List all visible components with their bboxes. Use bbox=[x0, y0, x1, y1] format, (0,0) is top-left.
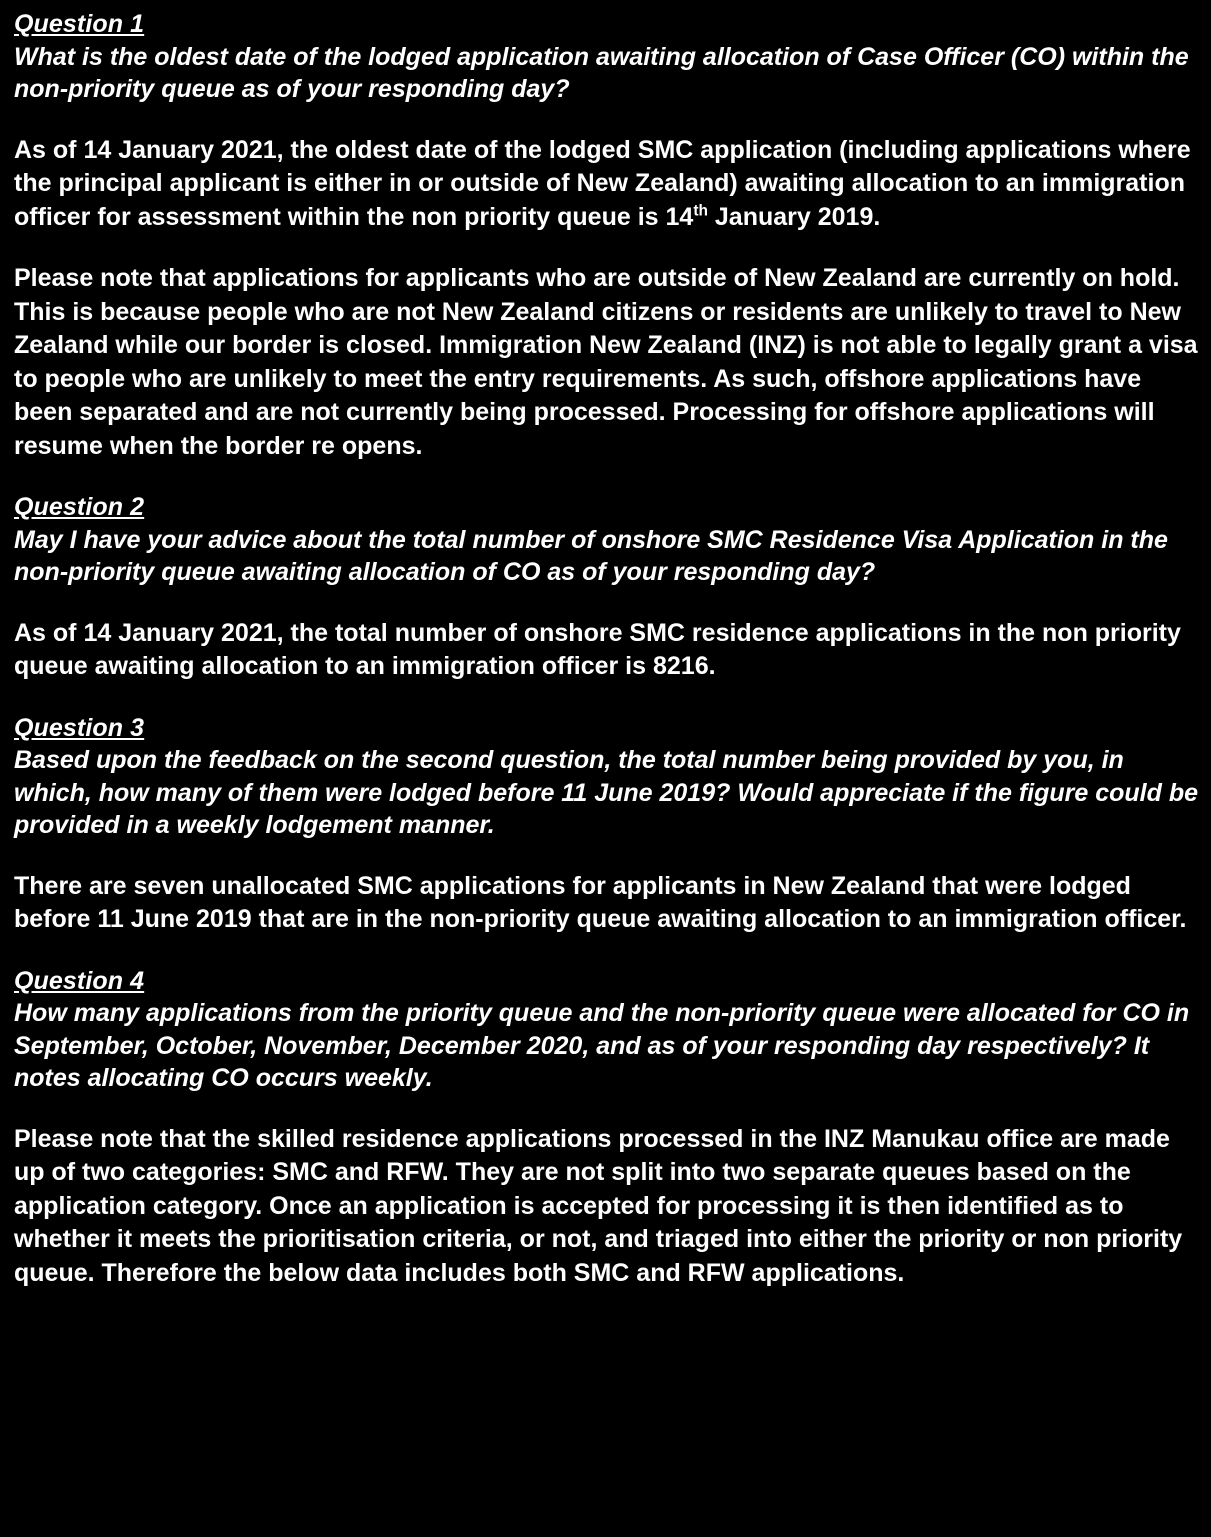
question-4-heading: Question 4 bbox=[14, 966, 145, 995]
spacer bbox=[14, 463, 1201, 491]
question-1-answer-1 bbox=[14, 134, 1201, 235]
spacer bbox=[14, 684, 1201, 712]
ordinal-suffix: th bbox=[693, 202, 708, 220]
spacer bbox=[14, 589, 1201, 617]
question-2-heading: Question 2 bbox=[14, 493, 145, 521]
question-3-text: Based upon the feedback on the second question, the total number being provided by you, in which, how many of them were lodged before 11 June 2019? Would appreciate if the figure could be provided in a weekly lodgement manner. bbox=[14, 746, 1199, 839]
spacer bbox=[14, 1095, 1201, 1123]
question-3-answer-1: There are seven unallocated SMC applications for applicants in New Zealand that were lodged before 11 June 2019 that are in the non-priority queue awaiting allocation to an immigration officer. bbox=[14, 871, 1187, 933]
answer-tail: January 2019. bbox=[707, 202, 881, 231]
question-3-heading: Question 3 bbox=[14, 713, 145, 742]
section-question-4 bbox=[14, 965, 1201, 1291]
answer-text: As of 14 January 2021, the oldest date of the lodged SMC application (including applications where the principal applicant is either in or outside of New Zealand) awaiting allocation to an immigration officer for assessment within the non priority queue is 14 bbox=[14, 135, 1191, 231]
question-1-answer-2: Please note that applications for applicants who are outside of New Zealand are currently on hold. This is because people who are not New Zealand citizens or residents are unlikely to travel to New Zealand while our border is closed. Immigration New Zealand (INZ) is not able to legally grant a visa to people who are unlikely to meet the entry requirements. As such, offshore applications have been separated and are not currently being processed. Processing for offshore applications will resume when the border re opens. bbox=[14, 264, 1198, 460]
section-question-3 bbox=[14, 712, 1201, 937]
question-1-heading: Question 1 bbox=[14, 10, 145, 38]
question-2-text: May I have your advice about the total number of onshore SMC Residence Visa Application in the non-priority queue awaiting allocation of CO as of your responding day? bbox=[14, 525, 1168, 586]
section-question-2 bbox=[14, 491, 1201, 684]
question-1-text: What is the oldest date of the lodged application awaiting allocation of Case Officer (CO) within the non-priority queue as of your responding day? bbox=[14, 42, 1189, 103]
section-question-1 bbox=[14, 8, 1201, 463]
spacer bbox=[14, 234, 1201, 262]
question-4-text: How many applications from the priority queue and the non-priority queue were allocated for CO in September, October, November, December 2020, and as of your responding day respectively? It notes allocating CO occurs weekly. bbox=[14, 999, 1190, 1092]
spacer bbox=[14, 106, 1201, 134]
question-4-answer-1: Please note that the skilled residence applications processed in the INZ Manukau office are made up of two categories: SMC and RFW. They are not split into two separate queues based on the application category. Once an application is accepted for processing it is then identified as to whether it meets the prioritisation criteria, or not, and triaged into either the priority or non priority queue. Therefore the below data includes both SMC and RFW applications. bbox=[14, 1124, 1183, 1287]
question-2-answer-1: As of 14 January 2021, the total number of onshore SMC residence applications in the non priority queue awaiting allocation to an immigration officer is 8216. bbox=[14, 618, 1181, 680]
spacer bbox=[14, 937, 1201, 965]
spacer bbox=[14, 842, 1201, 870]
